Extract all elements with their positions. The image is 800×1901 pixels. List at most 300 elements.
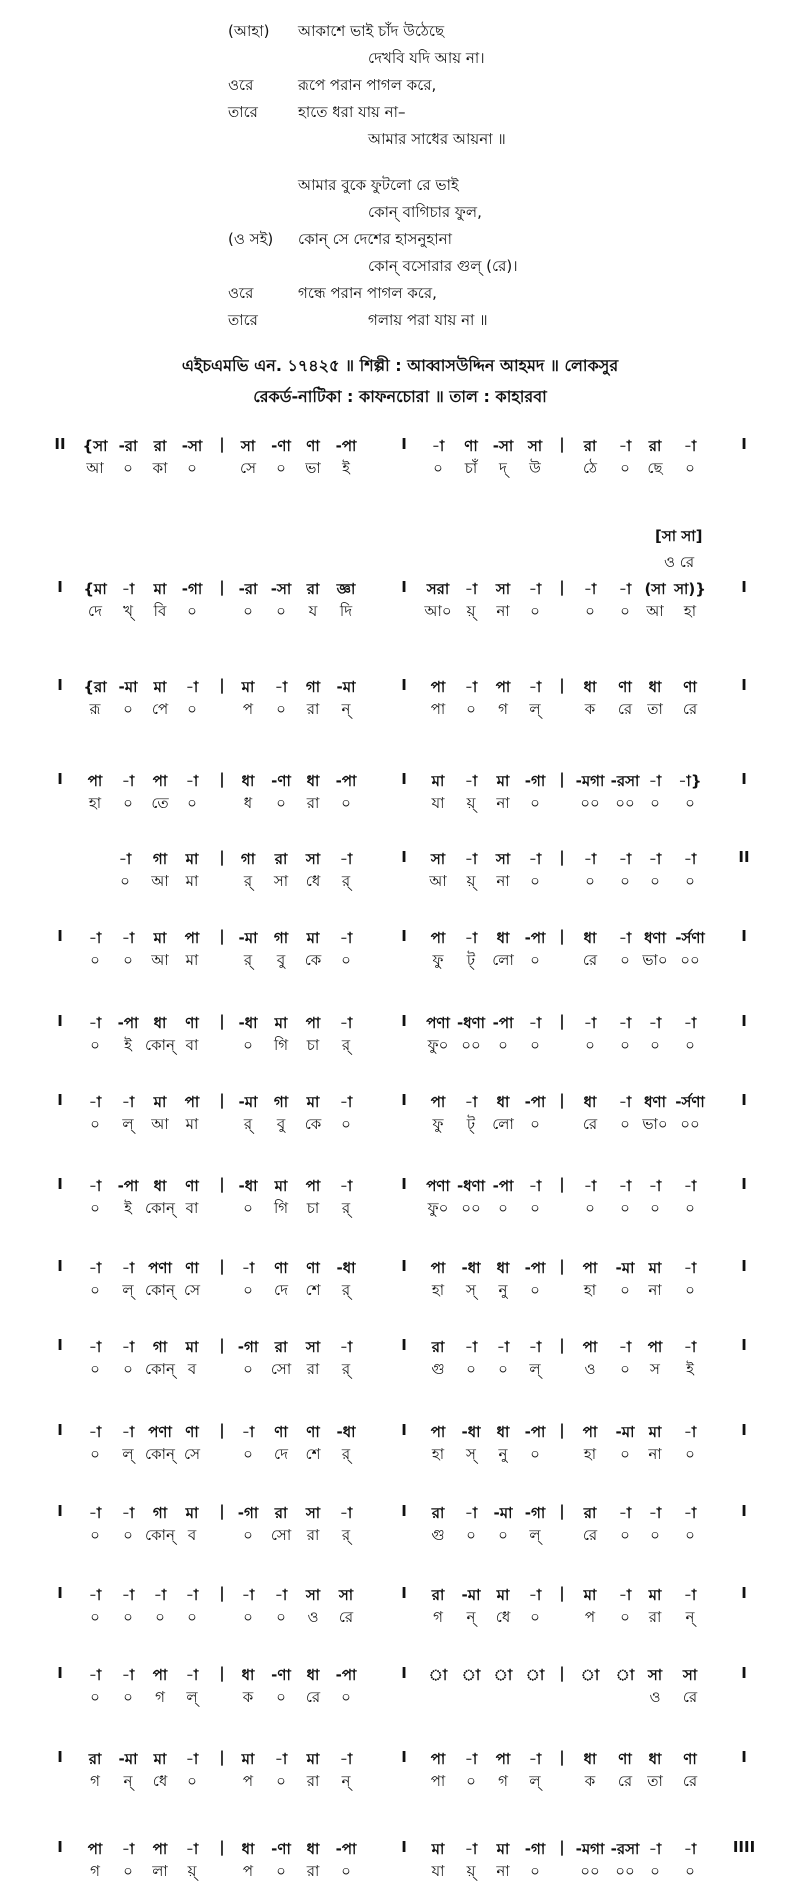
syllable-cell: ব — [187, 1526, 197, 1544]
notation-cell: সা — [305, 1586, 321, 1604]
syllable-cell: ০০ — [461, 1036, 481, 1054]
syllable-cell: ০ — [243, 1360, 253, 1378]
notation-row — [0, 927, 800, 971]
syllable-cell: ০০ — [615, 794, 635, 812]
syllable-cell: ভা০ — [642, 1115, 668, 1133]
syllable-cell: ০ — [620, 459, 630, 477]
syllable-cell: ০ — [466, 1526, 476, 1544]
syllable-cell: ০ — [620, 1281, 630, 1299]
notation-cell: | — [219, 1091, 225, 1109]
notation-cell: পা — [582, 1338, 598, 1356]
notation-cell: I — [57, 1502, 63, 1520]
syllable-cell: পা — [430, 700, 446, 718]
notation-cell: গা — [152, 1338, 168, 1356]
notation-cell: -া — [121, 1093, 135, 1111]
notation-cell: -পা — [524, 1259, 546, 1277]
syllable-cell: ল্ — [529, 1360, 541, 1378]
notation-cell: -পা — [117, 1177, 139, 1195]
notation-cell: ধা — [648, 678, 662, 696]
notation-cell: | — [219, 1584, 225, 1602]
notation-cell: -া — [618, 1014, 632, 1032]
syllable-cell: শে — [305, 1281, 321, 1299]
syllable-cell: ০ — [341, 794, 351, 812]
notation-cell: রা — [306, 580, 320, 598]
syllable-cell: ০ — [341, 1862, 351, 1880]
notation-cell: -পা — [335, 1666, 357, 1684]
notation-cell: -া — [185, 1586, 199, 1604]
syllable-cell: রে — [582, 1115, 598, 1133]
notation-cell: রা — [431, 1586, 445, 1604]
notation-cell: -পা — [492, 1014, 514, 1032]
syllable-cell: ০ — [620, 1115, 630, 1133]
notation-cell: I — [741, 676, 747, 694]
notation-cell: -া — [583, 580, 597, 598]
notation-cell: I — [401, 676, 407, 694]
syllable-cell: রা — [306, 1526, 320, 1544]
syllable-cell: ০ — [685, 459, 695, 477]
syllable-cell: ০ — [650, 1526, 660, 1544]
notation-cell: পা — [430, 1259, 446, 1277]
notation-cell: -া — [528, 678, 542, 696]
record-info-line-1: এইচএমভি এন. ১৭৪২৫ ॥ শিল্পী : আব্বাসউদ্দিন আহমদ ॥ লোকসুর — [181, 356, 619, 375]
notation-cell: -া — [88, 1338, 102, 1356]
lyric-tag: তারে — [228, 311, 258, 329]
syllable-cell: ভা — [305, 459, 321, 477]
lyric-line: কোন্ বাগিচার ফুল, — [368, 203, 482, 221]
syllable-cell: ০ — [341, 1688, 351, 1706]
syllable-cell: ০ — [498, 1526, 508, 1544]
notation-cell: -া — [683, 1259, 697, 1277]
notation-cell: া — [525, 1666, 545, 1684]
notation-cell: -া — [618, 1338, 632, 1356]
notation-cell: ধা — [306, 1666, 320, 1684]
syllable-cell: ন্ — [123, 1772, 133, 1790]
notation-cell: -া — [339, 1338, 353, 1356]
syllable-cell: ০ — [650, 1036, 660, 1054]
notation-cell: মা — [153, 929, 167, 947]
notation-cell: I — [741, 1664, 747, 1682]
notation-cell: -মা — [615, 1423, 635, 1441]
syllable-cell: ০০ — [461, 1199, 481, 1217]
notation-cell: -মা — [118, 678, 138, 696]
syllable-cell: হা — [431, 1281, 445, 1299]
notation-cell: I — [57, 1336, 63, 1354]
syllable-cell: ০ — [243, 1281, 253, 1299]
notation-cell: -া — [683, 1840, 697, 1858]
notation-cell: সা — [495, 850, 511, 868]
syllable-cell: র্ — [243, 951, 253, 969]
lyric-line: কোন্ সে দেশের হাসনুহানা — [298, 230, 452, 248]
syllable-cell: লো — [492, 951, 514, 969]
syllable-cell: র্ — [341, 1526, 351, 1544]
notation-cell: -া — [121, 1840, 135, 1858]
notation-cell: গা — [273, 929, 289, 947]
syllable-cell: র্ — [341, 1036, 351, 1054]
notation-cell: ধণা — [644, 929, 666, 947]
syllable-cell: পা — [430, 1772, 446, 1790]
notation-cell: | — [559, 927, 565, 945]
syllable-cell: ০ — [123, 951, 133, 969]
syllable-cell: কে — [304, 1115, 322, 1133]
syllable-cell: যা — [431, 794, 445, 812]
syllable-cell: ০ — [276, 700, 286, 718]
syllable-cell: ০ — [620, 1199, 630, 1217]
notation-cell: -া — [583, 1014, 597, 1032]
syllable-cell: ০ — [650, 1199, 660, 1217]
syllable-cell: কোন্ — [145, 1036, 175, 1054]
syllable-cell: ল্ — [186, 1688, 198, 1706]
syllable-cell: ০ — [276, 1688, 286, 1706]
notation-cell: -া} — [678, 772, 702, 790]
notation-cell: {সা — [82, 437, 108, 455]
notation-cell: -া — [648, 1014, 662, 1032]
notation-cell: ণা — [464, 437, 478, 455]
notation-cell: I — [401, 1336, 407, 1354]
syllable-cell: ই — [124, 1036, 132, 1054]
syllable-cell: না — [496, 1862, 510, 1880]
notation-cell: পা — [152, 1840, 168, 1858]
syllable-cell: ফু — [432, 951, 444, 969]
syllable-cell: কোন্ — [145, 1526, 175, 1544]
notation-cell: -গা — [237, 1504, 259, 1522]
syllable-cell: র্ — [341, 1199, 351, 1217]
syllable-cell: ০ — [466, 1360, 476, 1378]
syllable-cell: ০ — [530, 951, 540, 969]
notation-cell: -রা — [118, 437, 138, 455]
syllable-cell: য়্ — [466, 794, 476, 812]
notation-cell: I — [401, 927, 407, 945]
notation-cell: | — [219, 435, 225, 453]
notation-cell: রা — [88, 1750, 102, 1768]
notation-cell: -া — [121, 1338, 135, 1356]
notation-cell: -া — [185, 1666, 199, 1684]
notation-cell: I — [57, 676, 63, 694]
syllable-cell: তা — [647, 1772, 663, 1790]
notation-cell: | — [219, 1502, 225, 1520]
lyric-tag: (আহা) — [228, 22, 270, 40]
notation-cell: -া — [683, 850, 697, 868]
notation-cell: -া — [241, 1423, 255, 1441]
syllable-cell: ০ — [585, 1199, 595, 1217]
notation-cell: ধা — [153, 1014, 167, 1032]
notation-cell: ধা — [306, 772, 320, 790]
notation-cell: জ্ঞা — [336, 580, 356, 598]
notation-cell: I — [741, 770, 747, 788]
syllable-cell: ০ — [585, 602, 595, 620]
syllable-cell: বি — [153, 602, 167, 620]
notation-cell: {মা — [83, 580, 107, 598]
notation-cell: -া — [618, 437, 632, 455]
syllable-cell: ০ — [498, 1199, 508, 1217]
syllable-cell: ল্ — [122, 1115, 134, 1133]
notation-cell: -া — [528, 1586, 542, 1604]
lyric-line: গন্ধে পরান পাগল করে, — [298, 284, 437, 302]
notation-cell: পা — [495, 1750, 511, 1768]
syllable-cell: ০ — [90, 1526, 100, 1544]
notation-cell: I — [401, 1421, 407, 1439]
notation-cell: ণা — [683, 678, 697, 696]
notation-cell: -া — [88, 1093, 102, 1111]
syllable-cell: আ — [86, 459, 104, 477]
notation-cell: -া — [121, 1259, 135, 1277]
syllable-cell: ০ — [620, 1526, 630, 1544]
notation-cell: ণা — [274, 1259, 288, 1277]
notation-cell: -া — [88, 1666, 102, 1684]
notation-cell: মা — [274, 1177, 288, 1195]
syllable-cell: ০ — [90, 1115, 100, 1133]
syllable-cell: ০ — [123, 1526, 133, 1544]
syllable-cell: রা — [306, 1360, 320, 1378]
lyric-line: গলায় পরা যায় না ॥ — [368, 311, 488, 329]
notation-cell: I — [57, 1748, 63, 1766]
notation-cell: সা — [527, 437, 543, 455]
notation-cell: রা — [153, 437, 167, 455]
notation-cell: পণা — [148, 1423, 172, 1441]
syllable-cell: র্ — [341, 1360, 351, 1378]
notation-cell: মা — [306, 1750, 320, 1768]
notation-cell: পা — [305, 1177, 321, 1195]
notation-cell: -র্সণা — [675, 929, 705, 947]
notation-cell: -া — [464, 772, 478, 790]
syllable-cell: ০ — [685, 1281, 695, 1299]
notation-cell: -া — [339, 1504, 353, 1522]
syllable-cell: হা — [583, 1445, 597, 1463]
notation-cell: -া — [121, 929, 135, 947]
lyric-line: কোন্ বসোরার গুল্ (রে)। — [368, 257, 518, 275]
syllable-cell: ০ — [530, 794, 540, 812]
notation-cell: -মা — [461, 1586, 481, 1604]
syllable-cell: ফু০ — [427, 1199, 449, 1217]
syllable-cell: রে — [682, 700, 698, 718]
syllable-cell: ০ — [530, 872, 540, 890]
notation-cell: -া — [274, 678, 288, 696]
notation-cell: -া — [618, 929, 632, 947]
syllable-cell: সে — [184, 1281, 200, 1299]
notation-cell: | — [559, 1584, 565, 1602]
notation-cell: I — [57, 1664, 63, 1682]
syllable-cell: ল্ — [122, 1445, 134, 1463]
notation-cell: ধা — [583, 678, 597, 696]
notation-cell: ণা — [306, 1259, 320, 1277]
syllable-cell: ০ — [120, 872, 130, 890]
notation-cell: -গা — [237, 1338, 259, 1356]
notation-cell: রা — [431, 1338, 445, 1356]
syllable-cell: সে — [184, 1445, 200, 1463]
syllable-cell: ০০ — [615, 1862, 635, 1880]
lyric-line: হাতে ধরা যায় না– — [298, 103, 406, 121]
notation-cell: সা)} — [674, 580, 706, 598]
syllable-cell: দে — [274, 1445, 288, 1463]
syllable-cell: ০ — [341, 1115, 351, 1133]
notation-cell: মা — [185, 850, 199, 868]
notation-cell: -মা — [238, 929, 258, 947]
syllable-cell: আ — [151, 872, 169, 890]
syllable-cell: ধ — [243, 794, 253, 812]
notation-cell: পা — [430, 678, 446, 696]
notation-cell: | — [559, 578, 565, 596]
syllable-cell: ০ — [123, 459, 133, 477]
syllable-cell: প — [242, 1772, 254, 1790]
syllable-cell: ০ — [620, 602, 630, 620]
notation-cell: | — [219, 927, 225, 945]
syllable-cell: ০ — [187, 794, 197, 812]
syllable-cell: গ — [433, 1608, 443, 1626]
notation-cell: -র্সণা — [675, 1093, 705, 1111]
notation-cell: মা — [648, 1423, 662, 1441]
syllable-cell: আ — [151, 951, 169, 969]
notation-cell: -া — [339, 850, 353, 868]
syllable-cell: মা — [185, 951, 199, 969]
syllable-cell: ০ — [620, 1360, 630, 1378]
syllable-cell: ০ — [243, 1445, 253, 1463]
notation-cell: -ধা — [461, 1423, 481, 1441]
syllable-cell: ০ — [620, 1445, 630, 1463]
notation-cell: -মা — [615, 1259, 635, 1277]
notation-cell: -া — [121, 772, 135, 790]
notation-cell: I — [741, 1336, 747, 1354]
syllable-cell: কোন্ — [145, 1199, 175, 1217]
notation-cell: | — [219, 1664, 225, 1682]
notation-cell: -সা — [270, 580, 292, 598]
syllable-cell: রে — [338, 1608, 354, 1626]
syllable-cell: ০ — [585, 872, 595, 890]
notation-cell: -া — [88, 1504, 102, 1522]
notation-cell: পা — [495, 678, 511, 696]
syllable-cell: ০ — [466, 1772, 476, 1790]
syllable-cell: চা — [306, 1199, 320, 1217]
notation-cell: -া — [88, 1259, 102, 1277]
syllable-cell: গি — [273, 1036, 289, 1054]
syllable-cell: রা — [306, 794, 320, 812]
notation-cell: | — [559, 1257, 565, 1275]
notation-row — [0, 1838, 800, 1882]
notation-cell: সা — [338, 1586, 354, 1604]
notation-cell: -ণা — [271, 772, 291, 790]
notation-cell: -া — [431, 437, 445, 455]
notation-cell: -মা — [118, 1750, 138, 1768]
syllable-cell: রা — [306, 700, 320, 718]
notation-row — [0, 1502, 800, 1546]
notation-cell: I — [741, 1502, 747, 1520]
syllable-cell: আ — [646, 602, 664, 620]
notation-cell: II — [738, 848, 750, 866]
syllable-cell: রে — [682, 1688, 698, 1706]
syllable-cell: ০ — [276, 459, 286, 477]
syllable-cell: গু — [431, 1360, 445, 1378]
syllable-cell: ০ — [243, 1526, 253, 1544]
notation-cell: -া — [683, 1177, 697, 1195]
notation-cell: IIII — [732, 1838, 756, 1856]
notation-cell: I — [401, 848, 407, 866]
notation-cell: -া — [528, 1177, 542, 1195]
notation-cell: পণা — [148, 1259, 172, 1277]
notation-cell: | — [559, 1748, 565, 1766]
notation-cell: -পা — [117, 1014, 139, 1032]
syllable-cell: ট্ — [466, 1115, 476, 1133]
syllable-cell: রা — [648, 1608, 662, 1626]
notation-cell: ণা — [618, 1750, 632, 1768]
notation-cell: মা — [153, 678, 167, 696]
notation-row — [0, 770, 800, 814]
syllable-cell: ট্ — [466, 951, 476, 969]
notation-cell: -া — [648, 1177, 662, 1195]
notation-cell: মা — [648, 1259, 662, 1277]
syllable-cell: ০ — [276, 602, 286, 620]
notation-cell: সা — [305, 850, 321, 868]
notation-row — [0, 1664, 800, 1708]
notation-row — [0, 848, 800, 892]
notation-cell: -া — [121, 580, 135, 598]
notation-cell: I — [57, 927, 63, 945]
notation-cell: পণা — [426, 1014, 450, 1032]
notation-cell: পা — [184, 1093, 200, 1111]
syllable-cell: ০ — [466, 700, 476, 718]
syllable-cell: বা — [185, 1036, 199, 1054]
notation-cell: -া — [118, 850, 132, 868]
notation-cell: মা — [496, 772, 510, 790]
notation-cell: পা — [430, 1423, 446, 1441]
syllable-cell: ন্ — [341, 1772, 351, 1790]
lyric-line: রূপে পরান পাগল করে, — [298, 76, 437, 94]
notation-cell: | — [559, 1175, 565, 1193]
syllable-cell: দ্ — [499, 459, 507, 477]
syllable-cell: কোন্ — [145, 1281, 175, 1299]
syllable-cell: রা — [306, 1772, 320, 1790]
notation-row — [0, 1584, 800, 1628]
notation-cell: I — [57, 1584, 63, 1602]
notation-cell: ধা — [496, 1259, 510, 1277]
syllable-cell: ০ — [90, 1360, 100, 1378]
syllable-cell: য়্ — [466, 872, 476, 890]
syllable-cell: চা — [306, 1036, 320, 1054]
syllable-cell: ল্ — [122, 1281, 134, 1299]
notation-cell: I — [401, 1257, 407, 1275]
notation-cell: ধা — [648, 1750, 662, 1768]
notation-cell: -া — [496, 1338, 510, 1356]
notation-cell: ধা — [241, 1840, 255, 1858]
syllable-cell: গ — [155, 1688, 165, 1706]
notation-cell: -পা — [492, 1177, 514, 1195]
notation-cell: সা — [305, 1504, 321, 1522]
notation-cell: | — [559, 1336, 565, 1354]
notation-cell: পা — [430, 929, 446, 947]
notation-cell: | — [559, 848, 565, 866]
notation-cell: সা — [305, 1338, 321, 1356]
syllable-cell: বু — [276, 1115, 286, 1133]
notation-cell: সরা — [426, 580, 450, 598]
notation-cell: -া — [683, 1338, 697, 1356]
notation-cell: ণা — [306, 1423, 320, 1441]
notation-cell: -া — [618, 1504, 632, 1522]
notation-row — [0, 1091, 800, 1135]
syllable-cell: ০ — [585, 1036, 595, 1054]
syllable-cell: য়্ — [466, 1862, 476, 1880]
syllable-cell: ০ — [276, 1862, 286, 1880]
syllable-cell: ০ — [187, 1772, 197, 1790]
notation-cell: -া — [648, 850, 662, 868]
notation-cell: -মা — [493, 1504, 513, 1522]
syllable-cell: ০ — [243, 602, 253, 620]
syllable-cell: ছে — [647, 459, 663, 477]
notation-cell: | — [219, 1336, 225, 1354]
notation-cell: ধা — [496, 1423, 510, 1441]
syllable-cell: ০ — [123, 1688, 133, 1706]
notation-cell: -া — [153, 1586, 167, 1604]
notation-cell: -া — [464, 1338, 478, 1356]
notation-cell: I — [741, 1584, 747, 1602]
bracket-annotation-syllables: ও রে — [664, 553, 695, 571]
notation-cell: মা — [648, 1586, 662, 1604]
